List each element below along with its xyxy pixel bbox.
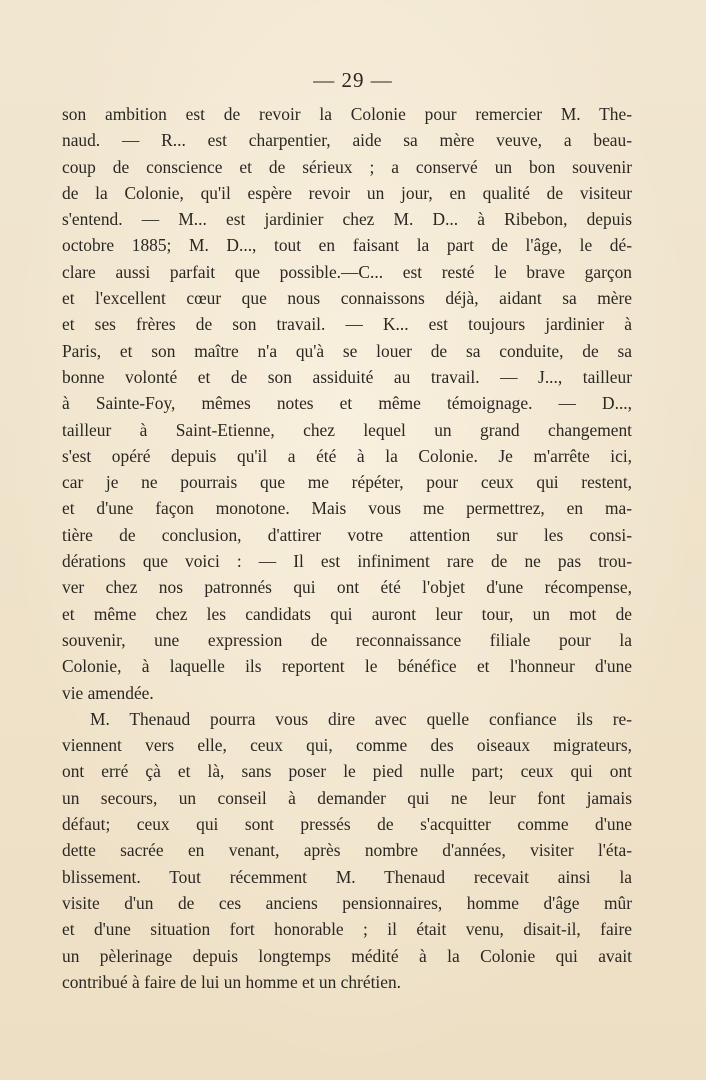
text-line: octobre 1885; M. D..., tout en faisant la part de l'âge, le dé- (62, 235, 632, 256)
text-line: naud. — R... est charpentier, aide sa mère veuve, a beau- (62, 130, 632, 151)
text-line: tière de conclusion, d'attirer votre attention sur les consi- (62, 524, 632, 545)
text-line: Paris, et son maître n'a qu'à se louer de sa conduite, de sa (62, 340, 632, 361)
text-line: et l'excellent cœur que nous connaissons déjà, aidant sa mère (62, 288, 632, 309)
text-line: et même chez les candidats qui auront leur tour, un mot de (62, 603, 632, 624)
text-line: un secours, un conseil à demander qui ne leur font jamais (62, 787, 632, 808)
text-line: s'entend. — M... est jardinier chez M. D... à Ribebon, depuis (62, 209, 632, 230)
text-line: car je ne pourrais que me répéter, pour ceux qui restent, (62, 472, 632, 493)
text-line: tailleur à Saint-Etienne, chez lequel un grand changement (62, 419, 632, 440)
text-line: clare aussi parfait que possible.—C... est resté le brave garçon (62, 261, 632, 282)
text-line: ont erré çà et là, sans poser le pied nulle part; ceux qui ont (62, 761, 632, 782)
text-line: contribué à faire de lui un homme et un chrétien. (62, 971, 401, 992)
text-line: dette sacrée en venant, après nombre d'années, visiter l'éta- (62, 840, 632, 861)
text-line: s'est opéré depuis qu'il a été à la Colonie. Je m'arrête ici, (62, 445, 632, 466)
text-line: souvenir, une expression de reconnaissance filiale pour la (62, 629, 632, 650)
text-line: visite d'un de ces anciens pensionnaires, homme d'âge mûr (62, 892, 632, 913)
text-line: blissement. Tout récemment M. Thenaud recevait ainsi la (62, 866, 632, 887)
text-line: Colonie, à laquelle ils reportent le bénéfice et l'honneur d'une (62, 656, 632, 677)
body-text (62, 101, 632, 995)
text-line: ver chez nos patronnés qui ont été l'objet d'une récompense, (62, 577, 632, 598)
text-line: son ambition est de revoir la Colonie pour remercier M. The- (62, 104, 632, 124)
text-line: défaut; ceux qui sont pressés de s'acquitter comme d'une (62, 814, 632, 835)
page-number: — 29 — (313, 68, 393, 92)
paragraph-1 (62, 101, 632, 706)
text-line: dérations que voici : — Il est infiniment rare de ne pas trou- (62, 551, 632, 572)
text-line: coup de conscience et de sérieux ; a conservé un bon souvenir (62, 156, 632, 177)
text-line: et d'une situation fort honorable ; il était venu, disait-il, faire (62, 919, 632, 940)
text-line: et d'une façon monotone. Mais vous me permettrez, en ma- (62, 498, 632, 519)
text-line: un pèlerinage depuis longtemps médité à la Colonie qui avait (62, 945, 632, 966)
text-line: et ses frères de son travail. — K... est toujours jardinier à (62, 314, 632, 335)
text-line: bonne volonté et de son assiduité au travail. — J..., tailleur (62, 366, 632, 387)
text-line: de la Colonie, qu'il espère revoir un jour, en qualité de visiteur (62, 182, 632, 203)
paragraph-2 (62, 706, 632, 995)
text-line: à Sainte-Foy, mêmes notes et même témoignage. — D..., (62, 393, 632, 414)
text-line: viennent vers elle, ceux qui, comme des oiseaux migrateurs, (62, 735, 632, 756)
text-line: M. Thenaud pourra vous dire avec quelle confiance ils re- (90, 708, 632, 729)
text-line: vie amendée. (62, 682, 154, 703)
